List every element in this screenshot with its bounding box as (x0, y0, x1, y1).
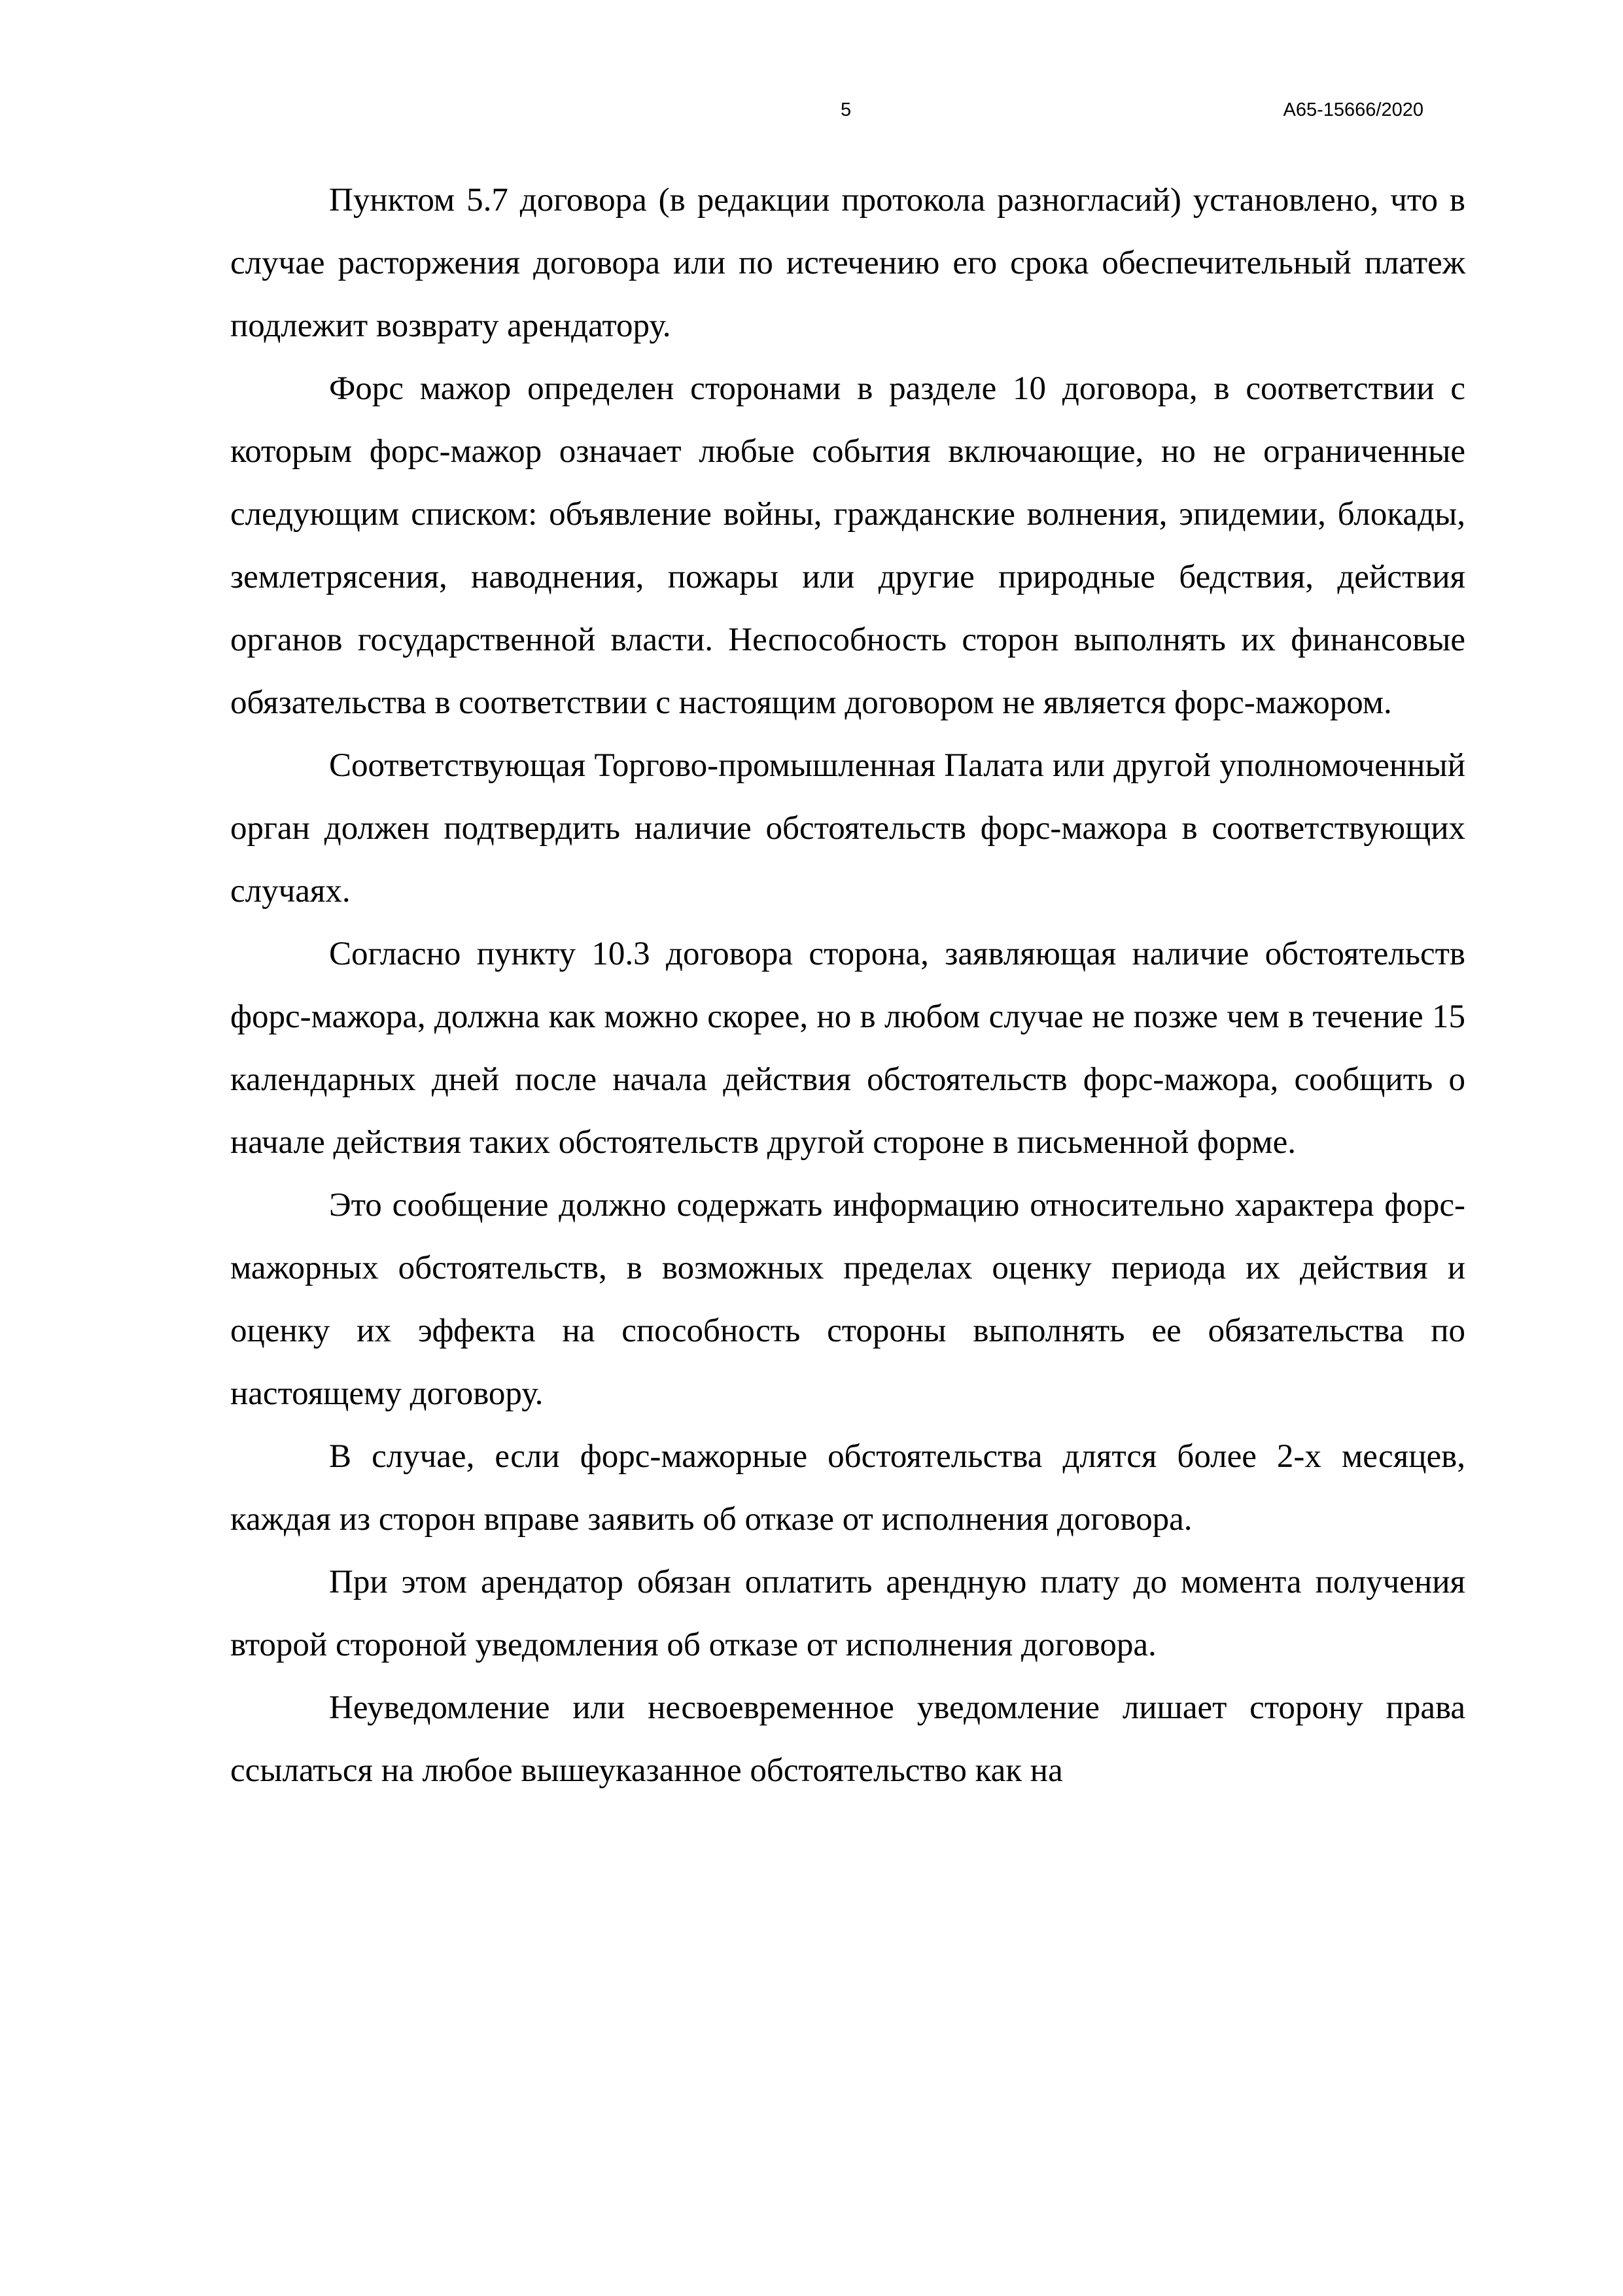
paragraph-failure-to-notify: Неуведомление или несвоевременное уведомление лишает сторону права ссылаться на любое вышеуказанное обстоятельство как на (230, 1689, 1465, 1789)
paragraph-notice-content: Это сообщение должно содержать информацию относительно характера форс-мажорных обстоятельств, в возможных пределах оценку периода их действия и оценку их эффекта на способность стороны выполнять ее обязательства по настоящему договору. (230, 1187, 1465, 1412)
paragraph-force-majeure-definition: Форс мажор определен сторонами в разделе 10 договора, в соответствии с которым форс-мажор означает любые события включающие, но не ограниченные следующим списком: объявление войны, гражданские волнения, эпидемии, блокады, землетрясения, наводнения, пожары или другие природные бедствия, действия органов государственной власти. Неспособность сторон выполнять их финансовые обязательства в соответствии с настоящим договором не является форс-мажором. (230, 370, 1465, 721)
page-header (0, 97, 1623, 123)
case-number: А65-15666/2020 (1283, 99, 1423, 120)
paragraph-termination-right: В случае, если форс-мажорные обстоятельства длятся более 2-х месяцев, каждая из сторон вправе заявить об отказе от исполнения договора. (230, 1438, 1465, 1538)
paragraph-chamber-confirmation: Соответствующая Торгово-промышленная Палата или другой уполномоченный орган должен подтвердить наличие обстоятельств форс-мажора в соответствующих случаях. (230, 747, 1465, 910)
document-body (230, 169, 1465, 1802)
paragraph-clause-5-7: Пунктом 5.7 договора (в редакции протокола разногласий) установлено, что в случае расторжения договора или по истечению его срока обеспечительный платеж подлежит возврату арендатору. (230, 182, 1465, 344)
paragraph-rent-payment: При этом арендатор обязан оплатить арендную плату до момента получения второй стороной уведомления об отказе от исполнения договора. (230, 1564, 1465, 1663)
paragraph-clause-10-3: Согласно пункту 10.3 договора сторона, заявляющая наличие обстоятельств форс-мажора, должна как можно скорее, но в любом случае не позже чем в течение 15 календарных дней после начала действия обстоятельств форс-мажора, сообщить о начале действия таких обстоятельств другой стороне в письменной форме. (230, 936, 1465, 1161)
page-number: 5 (841, 99, 852, 120)
